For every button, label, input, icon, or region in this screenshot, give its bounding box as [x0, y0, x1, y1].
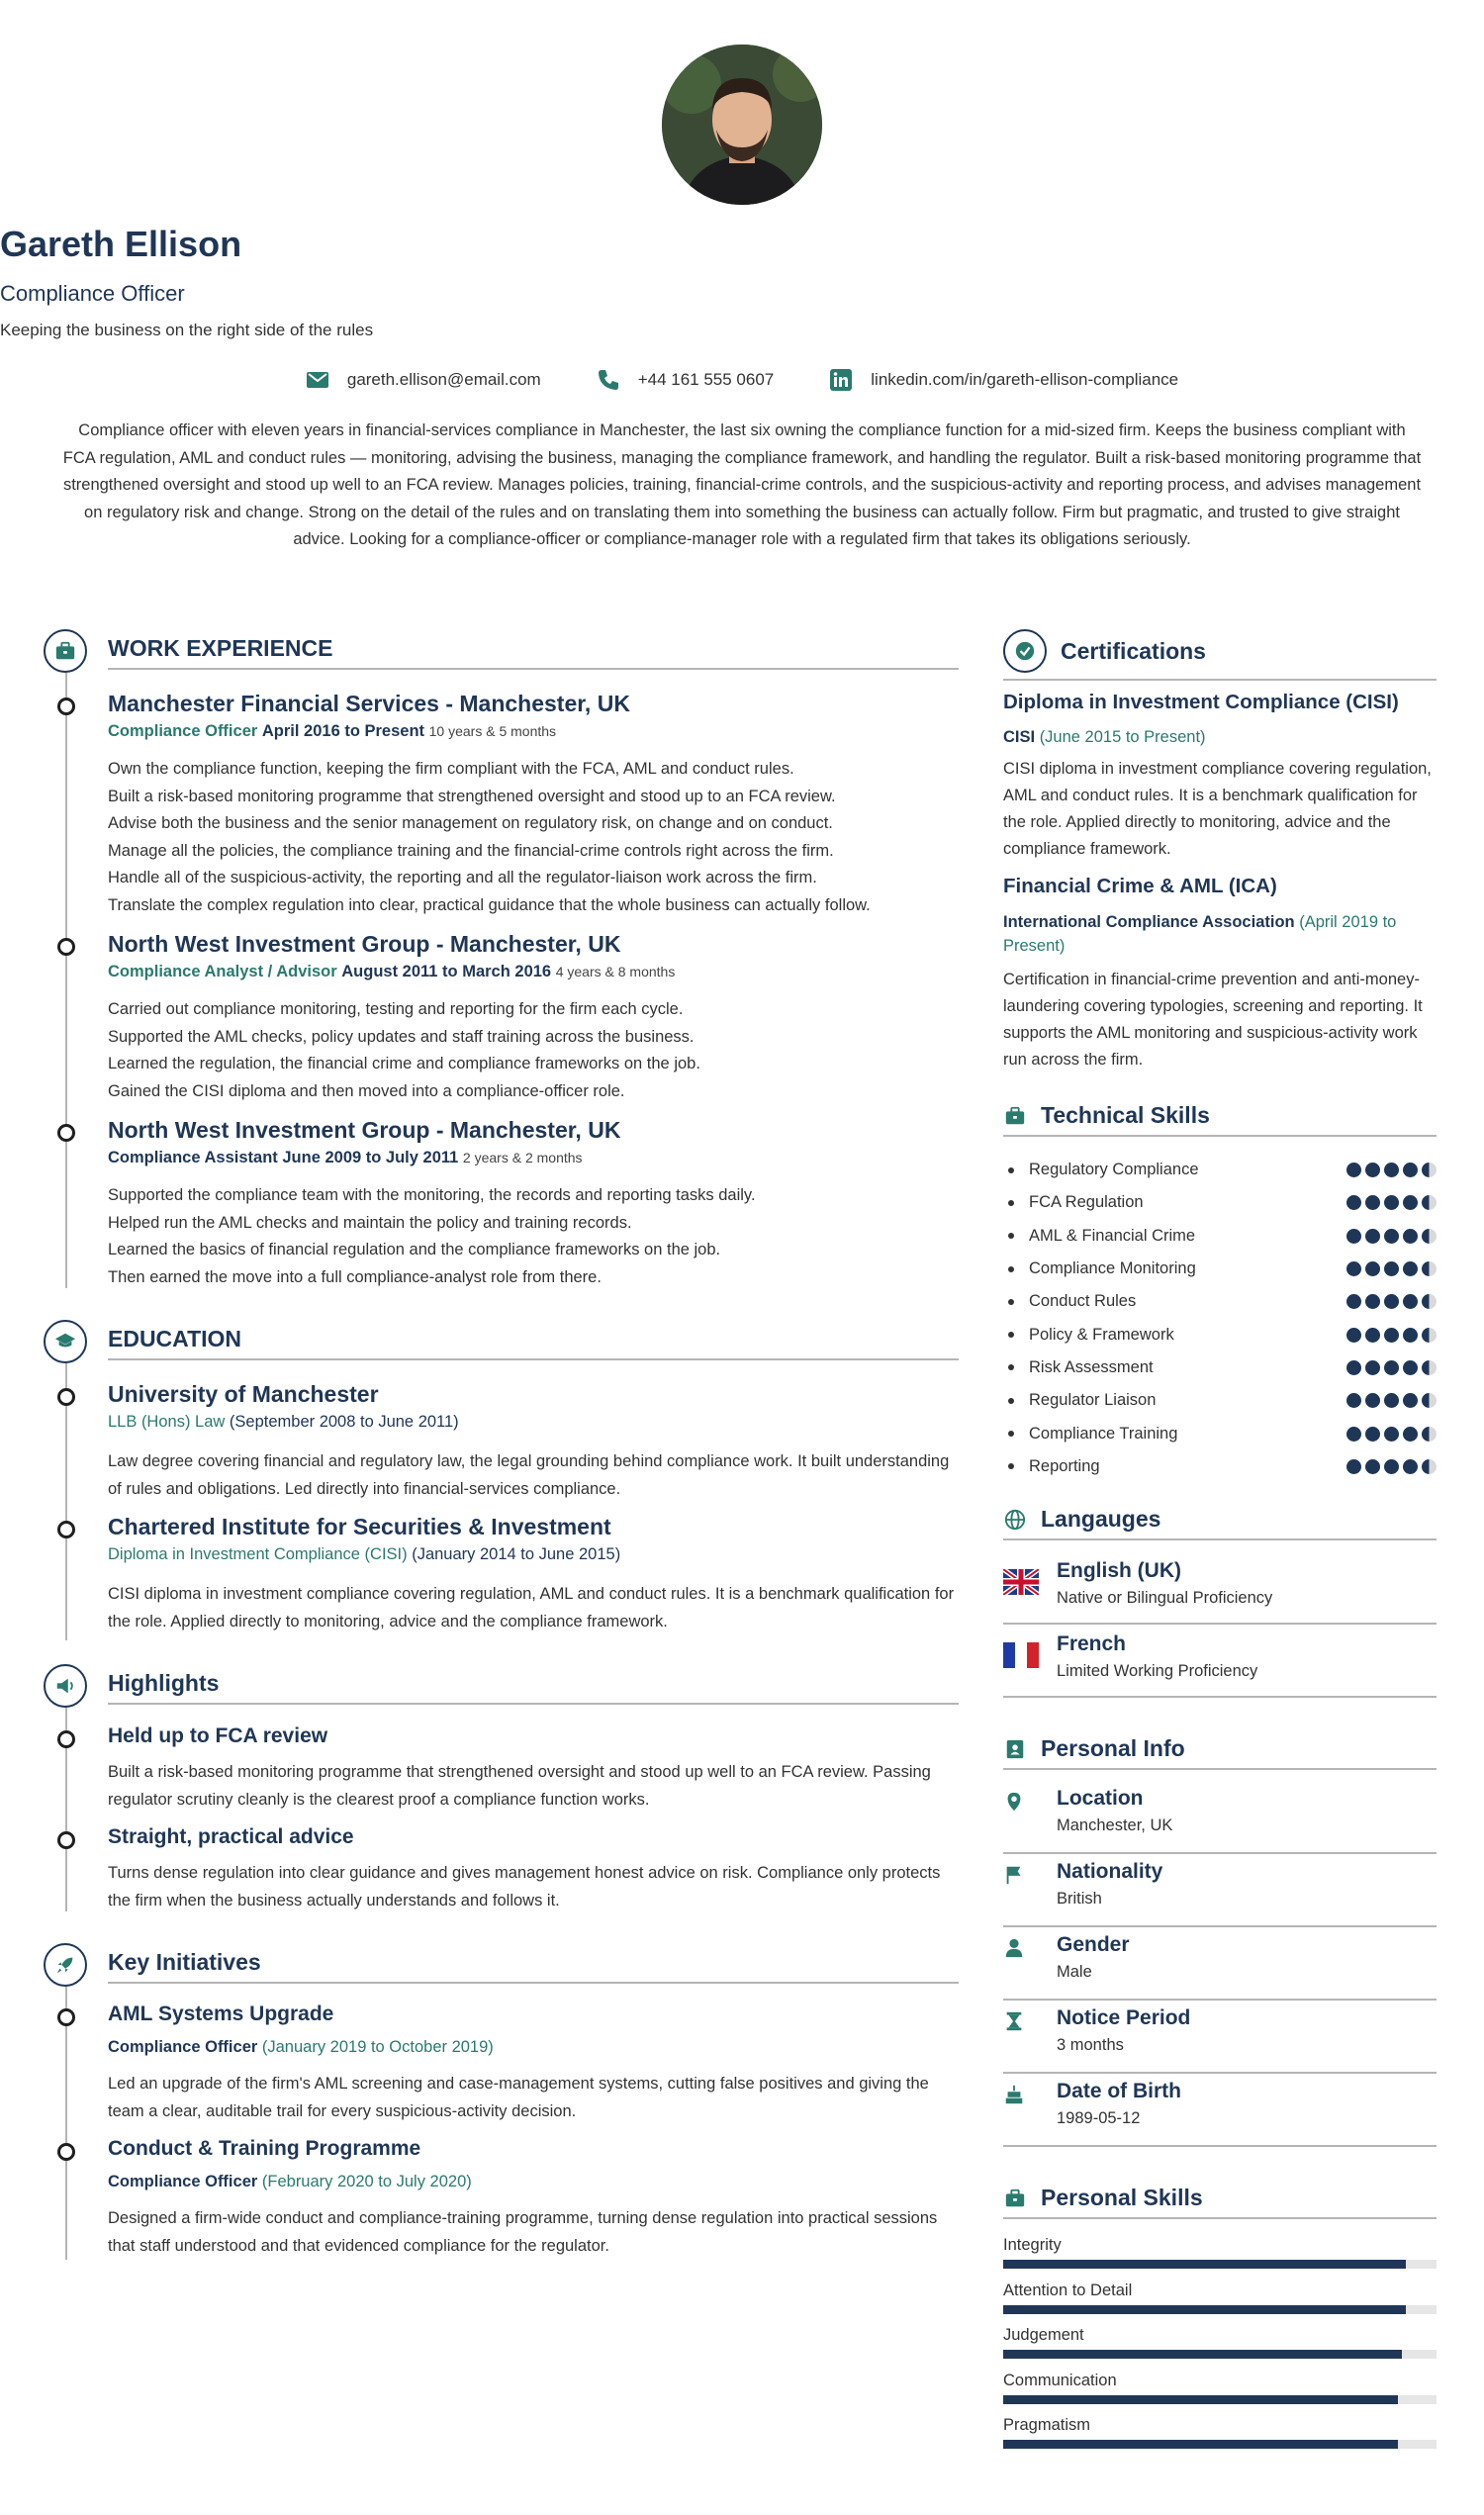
bullet-icon	[1008, 1398, 1014, 1404]
language-item	[1003, 1625, 1437, 1698]
job-bullet: Manage all the policies, the compliance training and the financial-crime controls right across the firm.	[108, 841, 834, 860]
job-bullet: Gained the CISI diploma and then moved into a compliance-officer role.	[108, 1081, 625, 1100]
personal-skill-name: Attention to Detail	[1003, 2281, 1133, 2299]
personal-info-label: Notice Period	[1057, 2006, 1191, 2029]
skill-rating	[1346, 1229, 1437, 1244]
skill-bar-fill	[1003, 2260, 1406, 2269]
cert-meta	[1003, 725, 1437, 749]
timeline-line	[65, 1987, 67, 2260]
cert-desc: CISI diploma in investment compliance covering regulation, AML and conduct rules. It is a benchmark qualification for the role. Applied directly to monitoring, advice and the compliance framework.	[1003, 760, 1432, 858]
skill-bar-fill	[1003, 2350, 1402, 2359]
skill-bar-fill	[1003, 2440, 1398, 2449]
initiative-desc	[108, 2071, 959, 2125]
email-icon	[306, 368, 329, 392]
personal-info-item	[1003, 2001, 1437, 2074]
timeline-dot	[57, 1730, 75, 1748]
cert-dates: (April 2019 to Present)	[1003, 913, 1397, 955]
initiative-title: Conduct & Training Programme	[108, 2137, 421, 2160]
personal-skill-name: Communication	[1003, 2371, 1117, 2389]
personal-info-value: British	[1057, 1890, 1102, 1908]
rating-dot	[1365, 1163, 1380, 1177]
rating-dot	[1384, 1294, 1399, 1309]
rating-dot	[1403, 1393, 1418, 1408]
job-duration: 10 years & 5 months	[428, 723, 557, 739]
job-role: Compliance Officer	[108, 722, 258, 740]
skill-rating	[1346, 1261, 1437, 1276]
phone-contact[interactable]	[597, 368, 775, 392]
skill-rating	[1346, 1163, 1437, 1177]
education-desc	[108, 1581, 959, 1635]
job-bullets	[108, 1182, 959, 1291]
rating-dot	[1403, 1360, 1418, 1375]
rating-dot	[1365, 1360, 1380, 1375]
uk-flag-icon	[1003, 1569, 1039, 1595]
education-school: University of Manchester	[108, 1381, 379, 1407]
job-bullet: Built a risk-based monitoring programme that strengthened oversight and stood up to an FCA review.	[108, 787, 836, 805]
job-bullet: Supported the compliance team with the monitoring, the records and reporting tasks daily.	[108, 1186, 756, 1204]
timeline-dot	[57, 2008, 75, 2026]
education-degree: Diploma in Investment Compliance (CISI)	[108, 1545, 408, 1563]
job-bullet: Handle all of the suspicious-activity, the reporting and all the regulator-liaison work across the firm.	[108, 869, 817, 886]
graduation-cap-icon	[44, 1320, 87, 1363]
rating-dot	[1365, 1229, 1380, 1244]
rating-dot	[1422, 1427, 1437, 1442]
location-pin-icon	[1003, 1791, 1025, 1813]
personal-skill-item	[1003, 2326, 1437, 2372]
timeline-dot	[57, 1124, 75, 1142]
rating-dot	[1403, 1294, 1418, 1309]
highlight-desc-text: Turns dense regulation into clear guidance and gives management honest advice on risk. Compliance only protects the firm when the business actually understands and follows it.	[108, 1864, 941, 1910]
technical-skill-name: Risk Assessment	[1029, 1357, 1154, 1376]
job-bullet: Learned the basics of financial regulation and the compliance frameworks on the job.	[108, 1241, 721, 1258]
education-dates: (September 2008 to June 2011)	[229, 1413, 459, 1431]
technical-skill-item	[1003, 1351, 1437, 1384]
job-company: North West Investment Group - Manchester, UK	[108, 931, 621, 957]
cert-meta	[1003, 910, 1437, 958]
bullet-icon	[1008, 1200, 1014, 1206]
skill-bar-track	[1003, 2440, 1437, 2449]
timeline-dot	[57, 698, 75, 715]
skill-rating	[1346, 1328, 1437, 1343]
technical-skill-item	[1003, 1285, 1437, 1318]
rating-dot	[1346, 1229, 1361, 1244]
rating-dot	[1346, 1163, 1361, 1177]
personal-info-item	[1003, 2074, 1437, 2147]
highlight-desc-text: Built a risk-based monitoring programme that strengthened oversight and stood up well to an FCA review. Passing regulator scrutiny cleanly is the clearest proof a compliance function works.	[108, 1763, 931, 1809]
personal-info-label: Date of Birth	[1057, 2080, 1181, 2102]
language-item	[1003, 1551, 1437, 1625]
email-contact[interactable]	[306, 368, 541, 392]
skill-rating	[1346, 1294, 1437, 1309]
rating-dot	[1422, 1163, 1437, 1177]
flag-icon	[1003, 1864, 1025, 1886]
technical-skill-item	[1003, 1186, 1437, 1219]
language-level: Native or Bilingual Proficiency	[1057, 1589, 1273, 1607]
rating-dot	[1384, 1229, 1399, 1244]
skill-rating	[1346, 1195, 1437, 1210]
personal-info-value: 3 months	[1057, 2036, 1124, 2054]
bullet-icon	[1008, 1332, 1014, 1338]
initiative-desc-text: Designed a firm-wide conduct and compliance-training programme, turning dense regulation into practical sessions that staff understood and that evidenced compliance for the regulator.	[108, 2209, 938, 2255]
cert-title: Diploma in Investment Compliance (CISI)	[1003, 691, 1399, 713]
rating-dot	[1384, 1459, 1399, 1474]
job-role: Compliance Assistant	[108, 1149, 278, 1166]
technical-skill-item	[1003, 1417, 1437, 1449]
technical-skill-item	[1003, 1253, 1437, 1285]
job-role: Compliance Analyst / Advisor	[108, 963, 337, 980]
section-title-initiatives: Key Initiatives	[108, 1949, 959, 1984]
job-bullet: Supported the AML checks, policy updates and staff training across the business.	[108, 1027, 695, 1046]
technical-skill-name: Regulator Liaison	[1029, 1391, 1157, 1410]
section-title-certifications: Certifications	[1061, 637, 1206, 664]
education-meta	[108, 1413, 459, 1432]
technical-skill-name: Regulatory Compliance	[1029, 1161, 1199, 1179]
rating-dot	[1346, 1261, 1361, 1276]
technical-skill-name: FCA Regulation	[1029, 1193, 1144, 1212]
personal-skill-name: Judgement	[1003, 2326, 1084, 2344]
rating-dot	[1346, 1393, 1361, 1408]
section-title-education: EDUCATION	[108, 1326, 959, 1360]
bullet-icon	[1008, 1266, 1014, 1272]
timeline-line	[65, 673, 67, 1288]
job-bullet: Translate the complex regulation into clear, practical guidance that the whole business can actually follow.	[108, 895, 871, 914]
rating-dot	[1384, 1195, 1399, 1210]
linkedin-contact[interactable]	[829, 368, 1178, 392]
language-name: English (UK)	[1057, 1559, 1181, 1582]
bullet-icon	[1008, 1463, 1014, 1469]
rating-dot	[1422, 1393, 1437, 1408]
section-header-personal-skills	[1003, 2185, 1437, 2219]
bullet-icon	[1008, 1364, 1014, 1370]
education-meta	[108, 1545, 620, 1564]
personal-skill-item	[1003, 2416, 1437, 2462]
technical-skill-item	[1003, 1318, 1437, 1351]
id-badge-icon	[1003, 1737, 1027, 1761]
personal-info-label: Location	[1057, 1787, 1144, 1810]
briefcase-icon	[1003, 2187, 1027, 2210]
rating-dot	[1403, 1195, 1418, 1210]
education-desc	[108, 1448, 959, 1503]
timeline-dot	[57, 2143, 75, 2161]
personal-skill-name: Integrity	[1003, 2236, 1062, 2254]
job-bullets	[108, 996, 959, 1105]
linkedin-text: linkedin.com/in/gareth-ellison-compliance	[871, 370, 1179, 389]
rating-dot	[1346, 1294, 1361, 1309]
personal-skill-item	[1003, 2372, 1437, 2417]
rating-dot	[1346, 1360, 1361, 1375]
rocket-icon	[44, 1943, 87, 1987]
cake-icon	[1003, 2084, 1025, 2105]
rating-dot	[1365, 1459, 1380, 1474]
initiative-role: Compliance Officer	[108, 2173, 258, 2190]
job-bullet: Carried out compliance monitoring, testing and reporting for the firm each cycle.	[108, 1000, 684, 1018]
rating-dot	[1422, 1294, 1437, 1309]
cert-issuer: CISI	[1003, 728, 1036, 746]
candidate-role: Compliance Officer	[0, 281, 185, 306]
initiative-dates: (February 2020 to July 2020)	[261, 2173, 472, 2190]
personal-info-value: Male	[1057, 1963, 1092, 1981]
technical-skill-item	[1003, 1384, 1437, 1417]
section-header-certifications	[1003, 629, 1437, 681]
cert-desc: Certification in financial-crime prevention and anti-money-laundering covering typologies, screening and reporting. It supports the AML monitoring and suspicious-activity work run across the firm.	[1003, 971, 1423, 1069]
rating-dot	[1422, 1195, 1437, 1210]
job-bullet: Own the compliance function, keeping the firm compliant with the FCA, AML and conduct rules.	[108, 760, 794, 778]
technical-skill-item	[1003, 1154, 1437, 1186]
job-bullet: Then earned the move into a full compliance-analyst role from there.	[108, 1267, 602, 1286]
skill-rating	[1346, 1393, 1437, 1408]
badge-check-icon	[1003, 629, 1047, 673]
rating-dot	[1384, 1360, 1399, 1375]
section-title-personal-skills: Personal Skills	[1041, 2185, 1203, 2210]
education-dates: (January 2014 to June 2015)	[412, 1545, 621, 1563]
rating-dot	[1346, 1459, 1361, 1474]
rating-dot	[1384, 1163, 1399, 1177]
person-icon	[1003, 1937, 1025, 1959]
rating-dot	[1384, 1328, 1399, 1343]
rating-dot	[1422, 1360, 1437, 1375]
timeline-dot	[57, 1831, 75, 1849]
job-meta	[108, 722, 556, 741]
cert-issuer: International Compliance Association	[1003, 913, 1295, 931]
job-company: North West Investment Group - Manchester, UK	[108, 1117, 621, 1143]
job-meta	[108, 1149, 583, 1167]
rating-dot	[1365, 1393, 1380, 1408]
technical-skill-item	[1003, 1450, 1437, 1483]
bullet-icon	[1008, 1233, 1014, 1239]
skill-bar-fill	[1003, 2395, 1398, 2404]
cert-dates: (June 2015 to Present)	[1039, 728, 1206, 746]
initiative-title: AML Systems Upgrade	[108, 2003, 334, 2025]
personal-skill-name: Pragmatism	[1003, 2416, 1091, 2434]
skill-bar-track	[1003, 2395, 1437, 2404]
highlight-desc	[108, 1759, 959, 1814]
personal-info-item	[1003, 1854, 1437, 1927]
job-bullet: Advise both the business and the senior management on regulatory risk, on change and on conduct.	[108, 814, 833, 832]
initiative-meta	[108, 2038, 494, 2057]
highlight-desc	[108, 1860, 959, 1914]
email-text: gareth.ellison@email.com	[346, 370, 541, 389]
contact-bar	[0, 368, 1484, 392]
rating-dot	[1403, 1261, 1418, 1276]
job-dates: June 2009 to July 2011	[282, 1149, 459, 1166]
briefcase-icon	[1003, 1104, 1027, 1128]
technical-skill-item	[1003, 1220, 1437, 1253]
phone-icon	[597, 368, 620, 392]
language-name: French	[1057, 1632, 1127, 1655]
highlight-title: Straight, practical advice	[108, 1825, 354, 1848]
bullet-icon	[1008, 1431, 1014, 1437]
highlight-title: Held up to FCA review	[108, 1724, 328, 1747]
initiative-role: Compliance Officer	[108, 2038, 258, 2056]
job-duration: 2 years & 2 months	[462, 1150, 583, 1165]
timeline-dot	[57, 938, 75, 956]
technical-skill-name: AML & Financial Crime	[1029, 1226, 1196, 1245]
linkedin-icon	[829, 368, 853, 392]
personal-info-label: Nationality	[1057, 1860, 1163, 1883]
bullet-icon	[1008, 1299, 1014, 1305]
skill-bar-track	[1003, 2350, 1437, 2359]
personal-skill-item	[1003, 2282, 1437, 2327]
skill-rating	[1346, 1360, 1437, 1375]
skill-bar-track	[1003, 2260, 1437, 2269]
personal-info-value: Manchester, UK	[1057, 1816, 1173, 1834]
hourglass-icon	[1003, 2010, 1025, 2032]
rating-dot	[1403, 1328, 1418, 1343]
rating-dot	[1365, 1261, 1380, 1276]
technical-skill-name: Compliance Training	[1029, 1424, 1178, 1443]
technical-skill-name: Reporting	[1029, 1456, 1100, 1475]
personal-info-item	[1003, 1781, 1437, 1854]
skill-bar-fill	[1003, 2305, 1406, 2314]
section-header-technical-skills	[1003, 1102, 1437, 1137]
job-company: Manchester Financial Services - Manchester, UK	[108, 691, 630, 716]
france-flag-icon	[1003, 1642, 1039, 1668]
profile-photo	[662, 45, 822, 205]
rating-dot	[1365, 1427, 1380, 1442]
section-title-personal-info: Personal Info	[1041, 1735, 1185, 1761]
technical-skill-name: Compliance Monitoring	[1029, 1259, 1196, 1278]
rating-dot	[1346, 1195, 1361, 1210]
rating-dot	[1384, 1427, 1399, 1442]
rating-dot	[1346, 1328, 1361, 1343]
rating-dot	[1384, 1393, 1399, 1408]
rating-dot	[1365, 1294, 1380, 1309]
candidate-name: Gareth Ellison	[0, 224, 242, 264]
education-desc-text: CISI diploma in investment compliance covering regulation, AML and conduct rules. It is a benchmark qualification for the role. Applied directly to monitoring, advice and the compliance framework.	[108, 1585, 955, 1630]
job-bullet: Learned the regulation, the financial crime and compliance frameworks on the job.	[108, 1055, 700, 1072]
megaphone-icon	[44, 1664, 87, 1708]
skill-bar-track	[1003, 2305, 1437, 2314]
initiative-dates: (January 2019 to October 2019)	[261, 2038, 494, 2056]
section-title-work: WORK EXPERIENCE	[108, 635, 959, 670]
job-duration: 4 years & 8 months	[555, 964, 676, 979]
rating-dot	[1346, 1427, 1361, 1442]
job-dates: April 2016 to Present	[261, 722, 425, 740]
rating-dot	[1365, 1195, 1380, 1210]
technical-skills-list	[1003, 1154, 1437, 1483]
education-degree: LLB (Hons) Law	[108, 1413, 226, 1431]
initiative-desc	[108, 2205, 959, 2260]
section-header-languages	[1003, 1506, 1437, 1540]
tagline: Keeping the business on the right side of the rules	[0, 321, 374, 339]
personal-info-item	[1003, 1927, 1437, 2001]
initiative-meta	[108, 2173, 472, 2191]
job-bullets	[108, 756, 959, 919]
bullet-icon	[1008, 1167, 1014, 1173]
technical-skill-name: Conduct Rules	[1029, 1292, 1137, 1311]
section-title-highlights: Highlights	[108, 1670, 959, 1705]
rating-dot	[1422, 1229, 1437, 1244]
personal-skill-item	[1003, 2236, 1437, 2282]
section-header-personal-info	[1003, 1735, 1437, 1770]
briefcase-icon	[44, 629, 87, 673]
rating-dot	[1365, 1328, 1380, 1343]
skill-rating	[1346, 1427, 1437, 1442]
technical-skill-name: Policy & Framework	[1029, 1325, 1174, 1344]
cert-title: Financial Crime & AML (ICA)	[1003, 875, 1277, 897]
phone-text: +44 161 555 0607	[637, 370, 775, 389]
rating-dot	[1403, 1427, 1418, 1442]
section-title-languages: Langauges	[1041, 1506, 1161, 1532]
language-level: Limited Working Proficiency	[1057, 1662, 1258, 1680]
section-title-technical-skills: Technical Skills	[1041, 1102, 1210, 1128]
globe-icon	[1003, 1508, 1027, 1532]
job-bullet: Helped run the AML checks and maintain the policy and training records.	[108, 1213, 632, 1232]
rating-dot	[1403, 1229, 1418, 1244]
initiative-desc-text: Led an upgrade of the firm's AML screening and case-management systems, cutting false positives and giving the team a clear, auditable trail for every suspicious-activity decision.	[108, 2075, 929, 2120]
summary: Compliance officer with eleven years in financial-services compliance in Manchester, the last six owning the compliance function for a mid-sized firm. Keeps the business compliant with FCA regulation, AML and conduct rules — monitoring, advising the business, managing the compliance framework, and handling the regulator. Built a risk-based monitoring programme that strengthened oversight and stood up well to an FCA review. Manages policies, training, financial-crime controls, and the suspicious-activity and reporting process, and advises management on regulatory risk and change. Strong on the detail of the rules and on translating them into something the business can actually follow. Firm but pragmatic, and trusted to give straight advice. Looking for a compliance-officer or compliance-manager role with a regulated firm that takes its obligations seriously.	[62, 421, 1422, 548]
education-school: Chartered Institute for Securities & Investment	[108, 1514, 611, 1539]
rating-dot	[1403, 1163, 1418, 1177]
education-desc-text: Law degree covering financial and regulatory law, the legal grounding behind compliance work. It built understanding of rules and obligations. Led directly into financial-services compliance.	[108, 1452, 950, 1498]
timeline-dot	[57, 1388, 75, 1406]
rating-dot	[1384, 1261, 1399, 1276]
job-dates: August 2011 to March 2016	[341, 963, 552, 980]
rating-dot	[1422, 1328, 1437, 1343]
personal-info-label: Gender	[1057, 1933, 1130, 1956]
rating-dot	[1422, 1261, 1437, 1276]
rating-dot	[1422, 1459, 1437, 1474]
skill-rating	[1346, 1459, 1437, 1474]
personal-info-value: 1989-05-12	[1057, 2109, 1141, 2127]
timeline-dot	[57, 1521, 75, 1538]
rating-dot	[1403, 1459, 1418, 1474]
job-meta	[108, 963, 675, 981]
